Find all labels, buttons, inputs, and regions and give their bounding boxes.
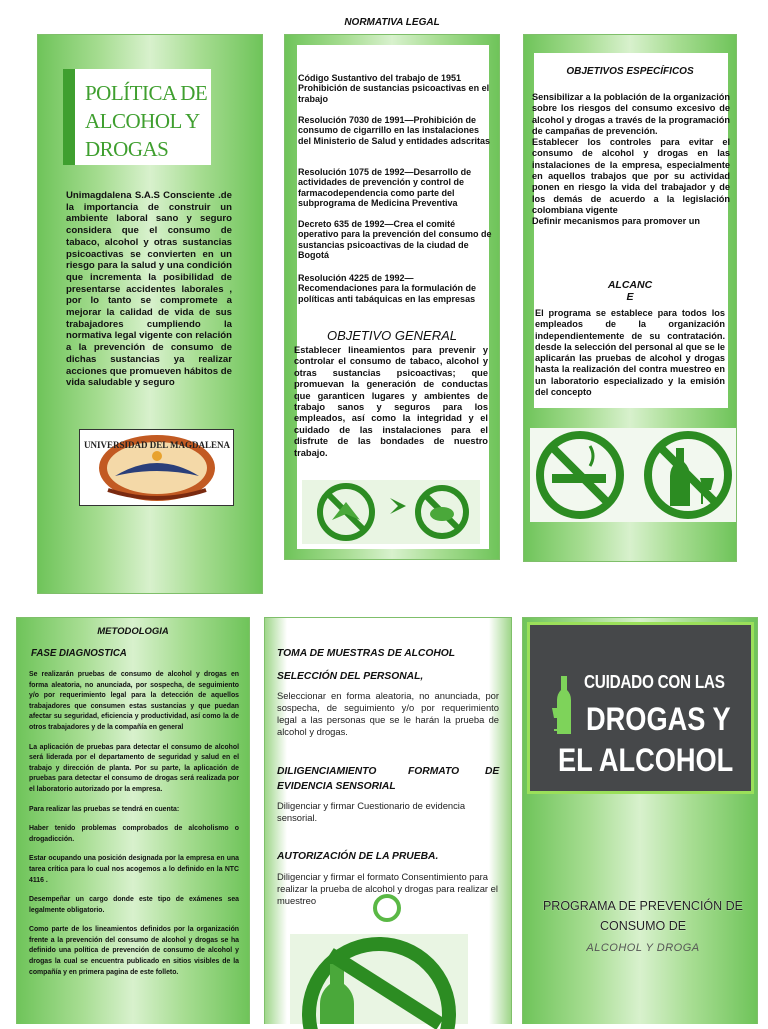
metodologia-paragraph: La aplicación de pruebas para detectar el consumo de alcohol será liderada por el departamento de seguridad y salud en el trabajo y dirección de planta. Por su parte, la aplicación de pruebas para detectar el consumo de drogas será realizada por el laboratorio autorizado por la empresa.	[29, 743, 239, 793]
university-logo	[79, 429, 234, 506]
logo-text: UNIVERSIDAD DEL MAGDALENA	[83, 440, 231, 450]
alcance-title: ALCANC E	[607, 279, 653, 303]
no-drugs-image	[302, 480, 480, 544]
diligenciamiento-title-4: EVIDENCIA SENSORIAL	[277, 781, 396, 792]
no-drugs-icon	[302, 480, 480, 544]
alcance-text: El programa se establece para todos los empleados de la organización independientemente de su contratación. desde la selección del personal al que se le aplicarán las pruebas de alcohol y drogas hasta la realización del contra muestreo en un laboratorio especializado y la emisión del concepto	[535, 308, 725, 398]
cover-title-line3: EL ALCOHOL	[558, 742, 734, 778]
no-smoking-no-alcohol-image	[530, 428, 736, 522]
metodologia-paragraph: Como parte de los lineamientos definidos por la organización frente a la prevención del consumo de alcohol y drogas se ha definido una política de prevención de consumo de alcohol y drogas la cual se encuentra publicado en sitios visibles de la compañía y en primera pagina de este folleto.	[29, 926, 239, 976]
metodologia-paragraph: Haber tenido problemas comprobados de alcoholismo o drogadicción.	[29, 825, 239, 843]
normativa-title: NORMATIVA LEGAL	[344, 17, 440, 28]
metodologia-paragraph: Desempeñar un cargo donde este tipo de exámenes sea legalmente obligatorio.	[29, 896, 239, 914]
objetivo-general-title: OBJETIVO GENERAL	[326, 328, 458, 343]
metodologia-text	[29, 670, 239, 987]
normativa-item: Código Sustantivo del trabajo de 1951 Prohibición de sustancias psicoactivas en el trabajo	[298, 73, 490, 104]
politica-intro: Unimagdalena S.A.S Consciente .de la importancia de construir un ambiente laboral sano y seguro considera que el consumo de tabaco, alcohol y otras sustancias psicoactivas se convierten en un riesgo para la salud y una condición que incrementa la posibilidad de presentarse accidentes laborales , por lo tanto se compromete a mejorar la calidad de vida de sus trabajadores cumpliendo la normativa legal vigente con relación a la prevención de consumo de dichas sustancias ya realizar acciones que promueven hábitos de vida saludable y seguro	[66, 190, 232, 389]
normativa-item: Resolución 7030 de 1991—Prohibición de consumo de cigarrillo en las instalaciones del Ministerio de Salud y entidades adscritas	[298, 115, 491, 146]
bottle-glass-icon	[551, 676, 583, 736]
normativa-item: Resolución 1075 de 1992—Desarrollo de actividades de prevención y control de farmacodependencia como parte del subprograma de Medicina Preventiva	[298, 167, 472, 208]
programa-title: PROGRAMA DE PREVENCIÓN DE CONSUMO DE	[542, 899, 744, 933]
toma-muestras-title: TOMA DE MUESTRAS DE ALCOHOL	[277, 648, 456, 659]
seleccion-personal-text: Seleccionar en forma aleatoria, no anunciada, por sospecha, de seguimiento y/o por requerimiento legal a las personas que se le harán la prueba de alcohol y drogas.	[277, 690, 499, 737]
diligenciamiento-title-1: DILIGENCIAMIENTO	[277, 766, 377, 777]
metodologia-paragraph: Se realizarán pruebas de consumo de alcohol y drogas en forma aleatoria, no anunciada, por sospecha, de seguimiento y/o por requerimiento legal para la detección de aquellos trabajadores que consumen estas sustancias y que puedan afectar su seguridad, eficiencia y productividad, así como la de otros trabajadores y de la compañía en general	[29, 671, 239, 731]
metodologia-paragraph: Para realizar las pruebas se tendrá en cuenta:	[29, 805, 180, 813]
objetivo-item: Definir mecanismos para promover un	[532, 216, 700, 227]
objetivo-general-text: Establecer lineamientos para prevenir y controlar el consumo de tabaco, alcohol y otras sustancias psicoactivas; que promuevan la generación de conductas que garanticen lugares y ambientes de trabajo sanos y seguros para los empleados, así como la integridad y el cuidado de las instalaciones para el disfrute de las bondades de nuestro trabajo.	[294, 345, 488, 458]
politica-title-box	[63, 69, 211, 165]
objetivo-item: Sensibilizar a la población de la organización sobre los riesgos del consumo excesivo de alcohol y drogas a través de la programación de campañas de prevención.	[532, 92, 730, 136]
ring-icon	[372, 893, 402, 923]
fase-diagnostica-title: FASE DIAGNOSTICA	[31, 648, 127, 659]
metodologia-paragraph: Estar ocupando una posición designada por la empresa en una tarea crítica para lo cual nos acogemos a lo definido en la NTC 4116 .	[29, 855, 239, 884]
diligenciamiento-text: Diligenciar y firmar Cuestionario de evidencia sensorial.	[277, 800, 466, 823]
no-smoking-no-alcohol-icon	[530, 428, 736, 522]
diligenciamiento-title-3: DE	[485, 766, 500, 777]
objetivos-especificos-title: OBJETIVOS ESPECÍFICOS	[566, 66, 694, 77]
autorizacion-title: AUTORIZACIÓN DE LA PRUEBA.	[277, 851, 439, 862]
no-alcohol-image	[290, 934, 468, 1024]
no-alcohol-icon	[290, 934, 468, 1024]
objetivo-item: Establecer los controles para evitar el consumo de alcohol y drogas en las instalaciones de la empresa, especialmente en aquellos trabajos que por su actividad ponen en riesgo la vida del trabajador y de los demás de acuerdo a la legislación colombiana vigente	[532, 137, 730, 215]
metodologia-title: METODOLOGIA	[97, 626, 169, 637]
diligenciamiento-title-2: FORMATO	[408, 766, 460, 777]
programa-subtitle: ALCOHOL Y DROGA	[586, 942, 700, 954]
title-accent-bar	[63, 69, 75, 165]
university-logo-icon	[80, 430, 233, 505]
normativa-item: Resolución 4225 de 1992— Recomendaciones para la formulación de políticas anti tabáquicas en las empresas	[298, 273, 477, 304]
cover-title-line2: DROGAS Y	[586, 701, 731, 737]
autorizacion-text: Diligenciar y firmar el formato Consentimiento para realizar la prueba de alcohol y drogas para realizar el muestreo	[277, 871, 498, 906]
normativa-item: Decreto 635 de 1992—Crea el comité operativo para la prevención del consumo de sustancias psicoactivas de la ciudad de Bogotá	[298, 219, 492, 260]
cover-title-line1: CUIDADO CON LAS	[584, 672, 725, 692]
politica-title: POLÍTICA DE ALCOHOL Y DROGAS	[85, 81, 208, 161]
seleccion-personal-title: SELECCIÓN DEL PERSONAL,	[277, 671, 424, 682]
objetivos-especificos-list	[532, 92, 730, 228]
